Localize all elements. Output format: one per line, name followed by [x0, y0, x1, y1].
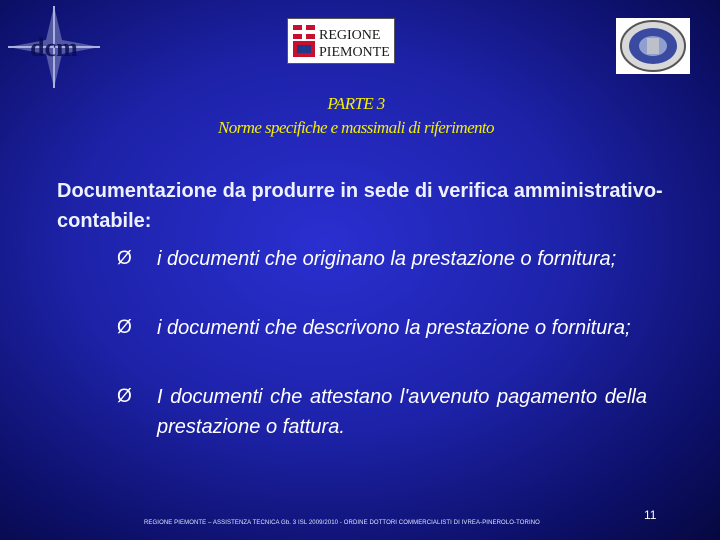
logo-regione-text: REGIONE: [319, 28, 381, 43]
list-item-text: I documenti che attestano l'avvenuto pagamento della prestazione o fattura.: [157, 386, 647, 438]
page-number: 11: [644, 508, 657, 522]
arrow-bullet-icon: Ø: [117, 386, 132, 407]
list-item: [117, 244, 647, 274]
dcm-logo: [4, 4, 104, 90]
arrow-bullet-icon: Ø: [117, 248, 132, 269]
regione-piemonte-logo: [287, 18, 395, 64]
list-item: [117, 313, 647, 343]
logo-piemonte-text: PIEMONTE: [319, 45, 390, 60]
arrow-bullet-icon: Ø: [117, 317, 132, 338]
dcm-logo-text: dcm: [30, 33, 78, 62]
list-item-text: i documenti che descrivono la prestazione o fornitura;: [157, 317, 631, 339]
slide-subtitle: Norme specifiche e massimali di riferimento: [218, 118, 494, 137]
list-item: [117, 382, 647, 442]
footer-text: REGIONE PIEMONTE – ASSISTENZA TECNICA Gb. 3 ISL 2009/2010 - ORDINE DOTTORI COMMERCIALISTI DI IVREA-PINEROLO-TORINO: [144, 520, 540, 526]
slide-section-title: PARTE 3: [327, 94, 385, 113]
seal-logo: [616, 18, 690, 74]
list-item-text: i documenti che originano la prestazione o fornitura;: [157, 248, 617, 270]
intro-text: Documentazione da produrre in sede di verifica amministrativo-contabile:: [57, 180, 663, 232]
